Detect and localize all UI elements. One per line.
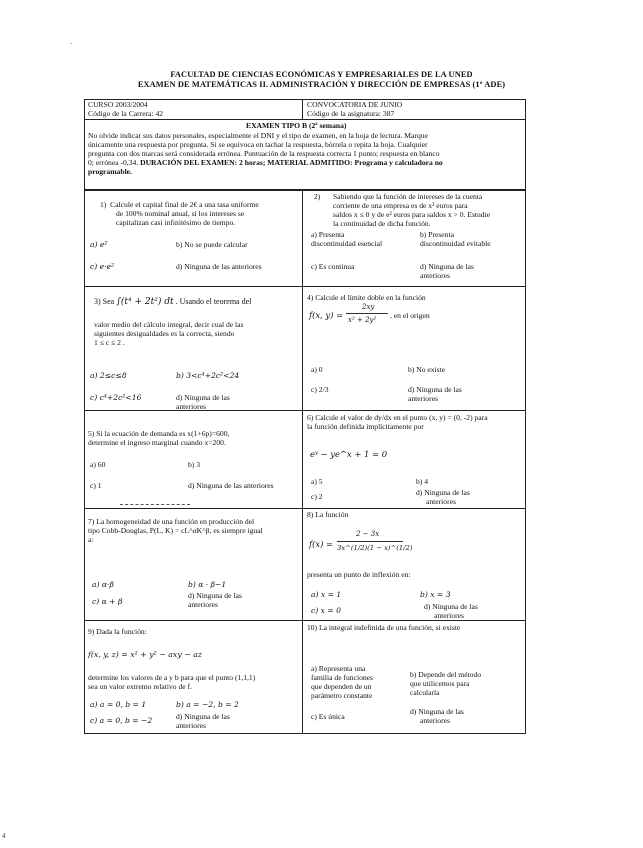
q8-option-c[interactable]: c) x = 0 bbox=[311, 606, 341, 615]
q8-option-d[interactable]: d) Ninguna de las bbox=[424, 602, 478, 611]
q9-option-d[interactable]: d) Ninguna de las bbox=[176, 712, 230, 721]
q7-option-a[interactable]: a) α·β bbox=[92, 580, 114, 589]
q6-option-d-cont: anteriores bbox=[426, 497, 456, 506]
instructions-duration: DURACIÓN DEL EXAMEN: 2 horas; MATERIAL ADMITIDO: Programa y calculadora no bbox=[140, 158, 443, 167]
q3-option-b[interactable]: b) 3<c⁴+2c²<24 bbox=[176, 371, 240, 380]
career-code: Código de la Carrera: 42 bbox=[88, 109, 164, 118]
q2-option-b-cont: discontinuidad evitable bbox=[420, 239, 491, 248]
q1-option-a[interactable]: a) e² bbox=[90, 240, 108, 249]
q2-option-a[interactable]: a) Presenta bbox=[311, 230, 345, 239]
q3-text-3: 1 ≤ c ≤ 2 . bbox=[94, 338, 125, 347]
q2-option-b[interactable]: b) Presenta bbox=[420, 230, 454, 239]
q7-text-3: a: bbox=[88, 535, 94, 544]
subject-code: Código de la asignatura: 387 bbox=[307, 109, 395, 118]
q8-text-1: 8) La función bbox=[307, 510, 349, 519]
q5-option-b[interactable]: b) 3 bbox=[188, 460, 201, 469]
q5-option-d[interactable]: d) Ninguna de las anteriores bbox=[188, 481, 274, 490]
q3-option-d-cont: anteriores bbox=[176, 402, 206, 411]
q2-option-d[interactable]: d) Ninguna de las bbox=[420, 262, 474, 271]
q3-text-0: . Usando el teorema del bbox=[175, 297, 252, 306]
q4-formula-lhs: f(x, y) = bbox=[309, 310, 344, 320]
faculty-title: FACULTAD DE CIENCIAS ECONÓMICAS Y EMPRESARIALES DE LA UNED bbox=[170, 70, 473, 79]
q7-option-d-cont: anteriores bbox=[188, 600, 218, 609]
q1-option-c[interactable]: c) e·e² bbox=[90, 262, 115, 271]
scan-mark-top: · bbox=[70, 40, 73, 48]
q1-option-d[interactable]: d) Ninguna de las anteriores bbox=[176, 262, 262, 271]
q1-text-2: de 100% nominal anual, si los intereses se bbox=[116, 209, 245, 218]
q9-text-2: determine los valores de a y b para que el punto (1,1,1) bbox=[88, 673, 256, 682]
q4-formula-num: 2xy bbox=[362, 303, 375, 311]
q3-option-a[interactable]: a) 2≤c≤8 bbox=[90, 371, 127, 380]
q4-formula-den: x² + 2y² bbox=[348, 316, 377, 324]
q9-option-b[interactable]: b) a = −2, b = 2 bbox=[176, 700, 239, 709]
q1-text-1: Calcule el capital final de 2€ a una tasa uniforme bbox=[110, 200, 259, 209]
q2-option-c[interactable]: c) Es continua bbox=[311, 262, 355, 271]
q7-text-2: tipo Cobb-Douglas, P(L, K) = cL^αK^β, es siempre igual bbox=[88, 526, 263, 535]
q6-option-b[interactable]: b) 4 bbox=[416, 477, 429, 486]
q1-option-b[interactable]: b) No se puede calcular bbox=[176, 240, 248, 249]
q10-option-a-line-3: que dependen de un bbox=[311, 682, 372, 691]
q3-prefix: 3) Sea bbox=[94, 297, 115, 306]
q9-option-a[interactable]: a) a = 0, b = 1 bbox=[90, 700, 147, 709]
q2-option-d-cont: anteriores bbox=[420, 271, 450, 280]
exam-session: CONVOCATORIA DE JUNIO bbox=[307, 100, 403, 109]
q10-text-1: 10) La integral indefinida de una función, si existe bbox=[307, 623, 461, 632]
q7-option-b[interactable]: b) α · β−1 bbox=[188, 580, 227, 589]
q8-option-d-cont: anteriores bbox=[434, 611, 464, 620]
q8-text-2: presenta un punto de inflexión en: bbox=[307, 570, 411, 579]
q9-formula: f(x, y, z) = x² + y² − axy − az bbox=[88, 650, 202, 659]
q4-option-b[interactable]: b) No existe bbox=[408, 365, 446, 374]
q6-option-a[interactable]: a) 5 bbox=[311, 477, 323, 486]
q5-option-c[interactable]: c) 1 bbox=[90, 481, 102, 490]
q8-option-a[interactable]: a) x = 1 bbox=[311, 590, 342, 599]
q2-option-a-cont: discontinuidad esencial bbox=[311, 239, 383, 248]
q9-option-d-cont: anteriores bbox=[176, 721, 206, 730]
q4-option-c[interactable]: c) 2/3 bbox=[311, 385, 329, 394]
q3-option-d[interactable]: d) Ninguna de las bbox=[176, 393, 230, 402]
q5-option-a[interactable]: a) 60 bbox=[90, 460, 106, 469]
q2-text-1: Sabiendo que la función de intereses de la cuenta bbox=[333, 192, 483, 201]
instructions-line-3: pregunta con dos marcas será considerada errónea. Puntuación de la respuesta correcta 1 punto; respuesta en blanco bbox=[88, 149, 440, 158]
q9-text-3: sea un valor extremo relativo de f. bbox=[88, 682, 192, 691]
q8-formula-den: 3x^(1/2)(1 − x)^(1/2) bbox=[337, 544, 413, 552]
scan-mark-side: 4 bbox=[2, 832, 6, 840]
q8-option-b[interactable]: b) x = 3 bbox=[420, 590, 451, 599]
q10-option-a-line-2: familia de funciones bbox=[311, 673, 373, 682]
q4-text-1: 4) Calcule el límite doble en la función bbox=[307, 293, 426, 302]
q9-text-1: 9) Dada la función: bbox=[88, 627, 147, 636]
q6-option-d[interactable]: d) Ninguna de las bbox=[416, 488, 470, 497]
q5-text-1: 5) Si la ecuación de demanda es x(1+6p)=600, bbox=[88, 429, 230, 438]
q4-option-a[interactable]: a) 0 bbox=[311, 365, 323, 374]
q1-text-3: capitalizan casi infinitésimo de tiempo. bbox=[116, 218, 236, 227]
q3-option-c[interactable]: c) c⁴+2c²<16 bbox=[90, 393, 142, 402]
q6-text-2: la función definida implícitamente por bbox=[307, 422, 424, 431]
q7-option-d[interactable]: d) Ninguna de las bbox=[188, 591, 242, 600]
q2-text-3: saldos x ≤ 0 y de e² euros para saldos x > 0. Estudie bbox=[333, 210, 491, 219]
q2-number: 2) bbox=[314, 192, 321, 201]
q5-text-2: determine el ingreso marginal cuando x=200. bbox=[88, 438, 226, 447]
q8-formula-lhs: f(x) = bbox=[309, 539, 334, 549]
q10-option-a-line-4: parámetro constante bbox=[311, 691, 373, 700]
q2-text-4: la continuidad de dicha función. bbox=[333, 219, 431, 228]
instructions-line-4: 0; errónea -0,34. bbox=[88, 158, 139, 167]
q6-formula: eʸ − ye^x + 1 = 0 bbox=[310, 449, 388, 459]
instructions-line-2: únicamente una respuesta por pregunta. Si se equivoca en tachar la respuesta, bórrela o repita la hoja. Cualquier bbox=[88, 140, 428, 149]
q4-option-d[interactable]: d) Ninguna de las bbox=[408, 385, 462, 394]
q10-option-d-line-2: anteriores bbox=[420, 716, 450, 725]
exam-title: EXAMEN DE MATEMÁTICAS II. ADMINISTRACIÓN Y DIRECCIÓN DE EMPRESAS (1º ADE) bbox=[137, 80, 506, 89]
course-year: CURSO 2003/2004 bbox=[88, 100, 148, 109]
q4-option-d-cont: anteriores bbox=[408, 394, 438, 403]
q7-text-1: 7) La homogeneidad de una función en producción del bbox=[88, 517, 255, 526]
q10-option-b[interactable]: b) Depende del método bbox=[410, 670, 482, 679]
instructions-line-1: No olvide indicar sus datos personales, especialmente el DNI y el tipo de examen, en la hoja de lectura. Marque bbox=[88, 131, 428, 140]
q9-option-c[interactable]: c) a = 0, b = −2 bbox=[90, 716, 153, 725]
q10-option-b-line-3: calcularla bbox=[410, 688, 440, 697]
q8-formula-num: 2 − 3x bbox=[356, 530, 380, 538]
q7-option-c[interactable]: c) α + β bbox=[92, 597, 123, 606]
q1-number: 1) bbox=[100, 200, 107, 209]
q6-option-c[interactable]: c) 2 bbox=[311, 492, 323, 501]
q10-option-d[interactable]: d) Ninguna de las bbox=[410, 707, 464, 716]
q10-option-b-line-2: que utilicemos para bbox=[410, 679, 470, 688]
q2-text-2: corriente de una empresa es de x² euros para bbox=[333, 201, 468, 210]
q3-text-2: siguientes desigualdades es la correcta, siendo bbox=[94, 329, 235, 338]
q4-text-2: , en el origen bbox=[390, 311, 430, 320]
instructions-programmable: programable. bbox=[88, 167, 132, 176]
q3-integral: ∫(t⁴ + 2t²) dt bbox=[116, 297, 174, 307]
exam-type: EXAMEN TIPO B (2ª semana) bbox=[246, 121, 347, 130]
q10-option-a[interactable]: a) Representa una bbox=[311, 664, 366, 673]
q10-option-c[interactable]: c) Es única bbox=[311, 712, 345, 721]
q3-text-1: valor medio del cálculo integral, decir cual de las bbox=[94, 320, 244, 329]
q6-text-1: 6) Calcule el valor de dy/dx en el punto (x, y) = (0, -2) para bbox=[307, 413, 488, 422]
